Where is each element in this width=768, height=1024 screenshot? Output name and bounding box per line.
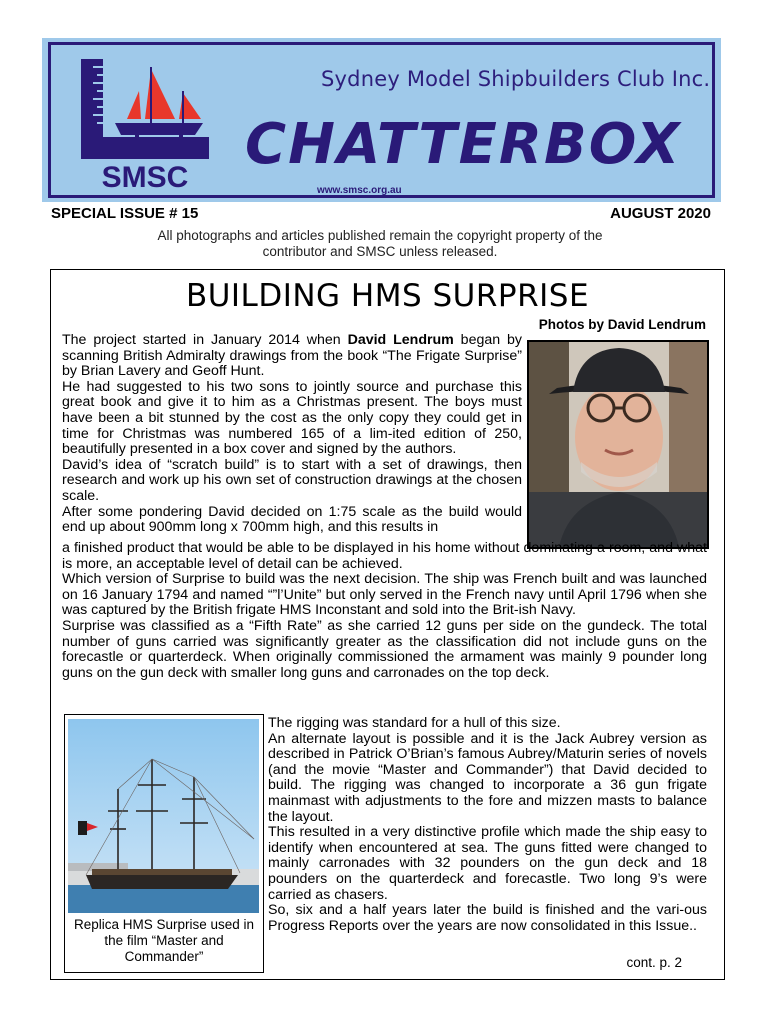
- paragraph-1-text: The project started in January 2014 when: [62, 332, 348, 348]
- article-column-top: [62, 333, 522, 536]
- paragraph-5: Which version of Surprise to build was the next decision. The ship was French built and was launched on 16 January 1794 and named “”l’Unite” but only served in the French navy until April 1796 when she was captured by the British frigate HMS Inconstant and sold into the Brit-ish Navy.: [62, 571, 707, 619]
- copyright-line-1: All photographs and articles published remain the copyright property of the: [157, 228, 603, 243]
- issue-date: AUGUST 2020: [610, 205, 711, 222]
- copyright-notice: [110, 228, 650, 260]
- paragraph-1-rest: began by scanning British Admiralty drawings from the book “The Frigate Surprise” by Brian Lavery and Geoff Hunt.: [62, 332, 522, 380]
- portrait-image: [529, 342, 707, 547]
- paragraph-7: The rigging was standard for a hull of this size.: [268, 715, 561, 731]
- paragraph-10: So, six and a half years later the build is finished and the vari-ous Progress Reports over the years are now consolidated in this Issue..: [268, 902, 707, 934]
- masthead-banner: [42, 38, 721, 202]
- copyright-line-2: contributor and SMSC unless released.: [262, 244, 498, 259]
- paragraph-1: [62, 333, 522, 380]
- paragraph-4a: After some pondering David decided on 1:75 scale as the build would end up about 900mm long x 700mm high, and this results in: [62, 503, 522, 536]
- photo-credit: Photos by David Lendrum: [538, 317, 706, 332]
- ship-figure: [64, 714, 264, 973]
- paragraph-9: This resulted in a very distinctive profile which made the ship easy to identify when encountered at sea. The guns fitted were changed to mainly carronades with 32 pounders on the gun deck and 18 pounders on the quarterdeck and forecastle. Two long 9’s were carried as chasers.: [268, 824, 707, 903]
- paragraph-8: An alternate layout is possible and it is the Jack Aubrey version as described in Patrick O’Brian’s famous Aubrey/Maturin series of novels (and the movie “Master and Commander”) that David decided to build. The rigging was changed to incorporate a 36 gun frigate mainmast with adjustments to the fore and mizzen masts to balance the layout.: [268, 730, 707, 825]
- portrait-photo: [527, 340, 709, 549]
- paragraph-3: David’s idea of “scratch build” is to start with a set of drawings, then research and work up his own set of construction drawings at the chosen scale.: [62, 456, 522, 504]
- author-name: David Lendrum: [347, 332, 454, 348]
- continued-note[interactable]: cont. p. 2: [626, 955, 682, 970]
- article-title: BUILDING HMS SURPRISE: [185, 278, 590, 314]
- club-name: Sydney Model Shipbuilders Club Inc.: [321, 67, 711, 91]
- masthead-border: [48, 42, 715, 198]
- issue-number: SPECIAL ISSUE # 15: [51, 205, 199, 222]
- smsc-logo: [75, 55, 215, 195]
- ship-photo: [68, 719, 259, 913]
- logo-text: SMSC: [101, 161, 189, 194]
- website-link[interactable]: www.smsc.org.au: [317, 185, 402, 196]
- newsletter-title: CHATTERBOX: [245, 112, 682, 177]
- ship-caption: Replica HMS Surprise used in the film “Master and Commander”: [73, 917, 255, 964]
- paragraph-2: He had suggested to his two sons to jointly source and purchase this great book and give it to him as a Christmas present. The boys must have been a bit stunned by the cost as the only copy they could get in time for Christmas was numbered 165 of a lim-ited edition of 250, beautifully presented in a box cover and signed by the authors.: [62, 378, 522, 458]
- paragraph-6: Surprise was classified as a “Fifth Rate” as she carried 12 guns per side on the gundeck. The total number of guns carried was significantly greater as the classification did not include guns on the forecastle or quarterdeck. When originally commissioned the armament was mainly 9 pounder long guns on the gun deck with smaller long guns and carronades on the top deck.: [62, 617, 707, 681]
- article-frame: [50, 269, 725, 980]
- article-column-right: [268, 716, 707, 934]
- ship-image: [68, 719, 259, 913]
- paragraph-4b: a finished product that would be able to be displayed in his home without dominating a room, and what is more, an acceptable level of detail can be achieved.: [62, 540, 707, 572]
- article-column-full: [62, 541, 707, 681]
